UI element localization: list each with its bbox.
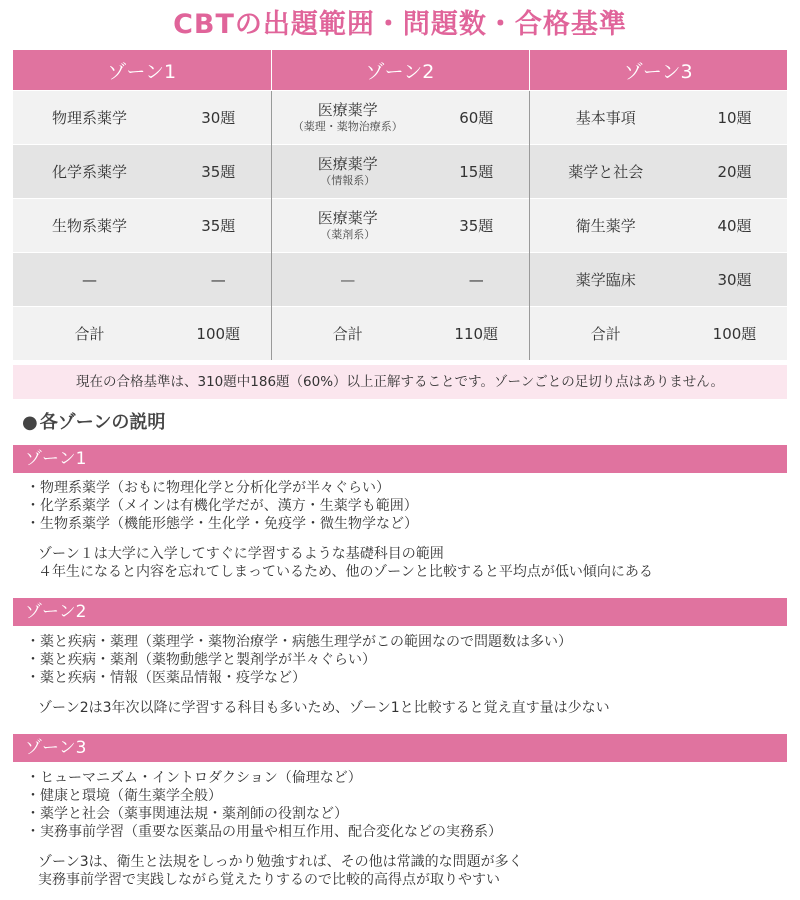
zone1-subject: — — [13, 253, 166, 307]
zone3-count: 20題 — [682, 145, 787, 199]
note-line: ゾーン2は3年次以降に学習する科目も多いため、ゾーン1と比較すると覚え直す量は少ない — [38, 700, 610, 716]
table-row — [13, 145, 787, 199]
section-heading-text: 各ゾーンの説明 — [39, 412, 166, 433]
zone3-count: 40題 — [682, 199, 787, 253]
zone3-total-count: 100題 — [682, 307, 787, 361]
zone2-count: 35題 — [424, 199, 529, 253]
zone1-subject: 化学系薬学 — [13, 145, 166, 199]
zone2-subject-name: 医療薬学 — [317, 155, 378, 173]
pass-criteria-note: 現在の合格基準は、310題中186題（60%）以上正解することです。ゾーンごとの足切り点はありません。 — [13, 365, 787, 399]
zone2-subject-sub: （薬理・薬物治療系） — [292, 120, 403, 133]
list-item: ・薬と疾病・薬理（薬理学・薬物治療学・病態生理学がこの範囲なので問題数は多い） — [26, 634, 572, 650]
table-row — [13, 91, 787, 145]
list-item: ・生物系薬学（機能形態学・生化学・免疫学・微生物学など） — [26, 516, 418, 532]
zone3-subject: 衛生薬学 — [529, 199, 682, 253]
zone3-count: 10題 — [682, 91, 787, 145]
zone3-subject: 薬学と社会 — [529, 145, 682, 199]
table-row — [13, 253, 787, 307]
zone2-subject: — — [271, 253, 424, 307]
zone1-count: 35題 — [166, 199, 271, 253]
zone2-count: — — [424, 253, 529, 307]
zone1-note — [38, 545, 778, 581]
zone3-bullet-list — [26, 769, 786, 841]
zone2-subject-name: 医療薬学 — [317, 209, 378, 227]
cbt-zone-table — [13, 50, 787, 360]
zone2-bullet-list — [26, 633, 786, 687]
list-item: ・薬と疾病・情報（医薬品情報・疫学など） — [26, 670, 306, 686]
zone2-subject-sub: （情報系） — [320, 174, 376, 187]
zone2-count: 15題 — [424, 145, 529, 199]
zone2-header: ゾーン2 — [271, 50, 529, 91]
table-row — [13, 199, 787, 253]
zone2-title-bar: ゾーン2 — [13, 598, 787, 626]
zone1-subject: 物理系薬学 — [13, 91, 166, 145]
note-line: ゾーン１は大学に入学してすぐに学習するような基礎科目の範囲 — [38, 546, 444, 562]
list-item: ・健康と環境（衛生薬学全般） — [26, 788, 222, 804]
list-item: ・薬と疾病・薬剤（薬物動態学と製剤学が半々ぐらい） — [26, 652, 376, 668]
zone2-subject — [271, 91, 424, 145]
zone2-total-count: 110題 — [424, 307, 529, 361]
page-title: CBTの出題範囲・問題数・合格基準 — [173, 9, 627, 40]
zone3-count: 30題 — [682, 253, 787, 307]
note-line: ４年生になると内容を忘れてしまっているため、他のゾーンと比較すると平均点が低い傾向にある — [38, 564, 653, 580]
zone1-total-count: 100題 — [166, 307, 271, 361]
section-heading — [22, 410, 165, 436]
note-line: 実務事前学習で実践しながら覚えたりするので比較的高得点が取りやすい — [38, 872, 500, 888]
list-item: ・化学系薬学（メインは有機化学だが、漢方・生薬学も範囲） — [26, 498, 418, 514]
zone2-subject — [271, 199, 424, 253]
zone2-subject — [271, 145, 424, 199]
zone1-header: ゾーン1 — [13, 50, 271, 91]
zone3-header: ゾーン3 — [529, 50, 787, 91]
list-item: ・物理系薬学（おもに物理化学と分析化学が半々ぐらい） — [26, 480, 390, 496]
note-line: ゾーン3は、衛生と法規をしっかり勉強すれば、その他は常識的な問題が多く — [38, 854, 523, 870]
zone2-total-label: 合計 — [271, 307, 424, 361]
zone2-subject-name: 医療薬学 — [317, 101, 378, 119]
list-item: ・実務事前学習（重要な医薬品の用量や相互作用、配合変化などの実務系） — [26, 824, 502, 840]
zone2-note — [38, 699, 778, 717]
zone1-total-label: 合計 — [13, 307, 166, 361]
zone1-subject: 生物系薬学 — [13, 199, 166, 253]
zone3-title-bar: ゾーン3 — [13, 734, 787, 762]
zone2-subject-sub: （薬剤系） — [320, 228, 376, 241]
list-item: ・薬学と社会（薬事関連法規・薬剤師の役割など） — [26, 806, 348, 822]
zone1-count: 30題 — [166, 91, 271, 145]
zone3-subject: 基本事項 — [529, 91, 682, 145]
list-item: ・ヒューマニズム・イントロダクション（倫理など） — [26, 770, 362, 786]
zone1-count: 35題 — [166, 145, 271, 199]
zone1-title-bar: ゾーン1 — [13, 445, 787, 473]
bullet-dot-icon: ● — [22, 412, 38, 433]
zone1-bullet-list — [26, 479, 786, 533]
zone2-count: 60題 — [424, 91, 529, 145]
table-total-row — [13, 307, 787, 361]
table-header-row — [13, 50, 787, 91]
zone3-subject: 薬学臨床 — [529, 253, 682, 307]
zone1-count: — — [166, 253, 271, 307]
zone3-total-label: 合計 — [529, 307, 682, 361]
zone3-note — [38, 853, 778, 889]
